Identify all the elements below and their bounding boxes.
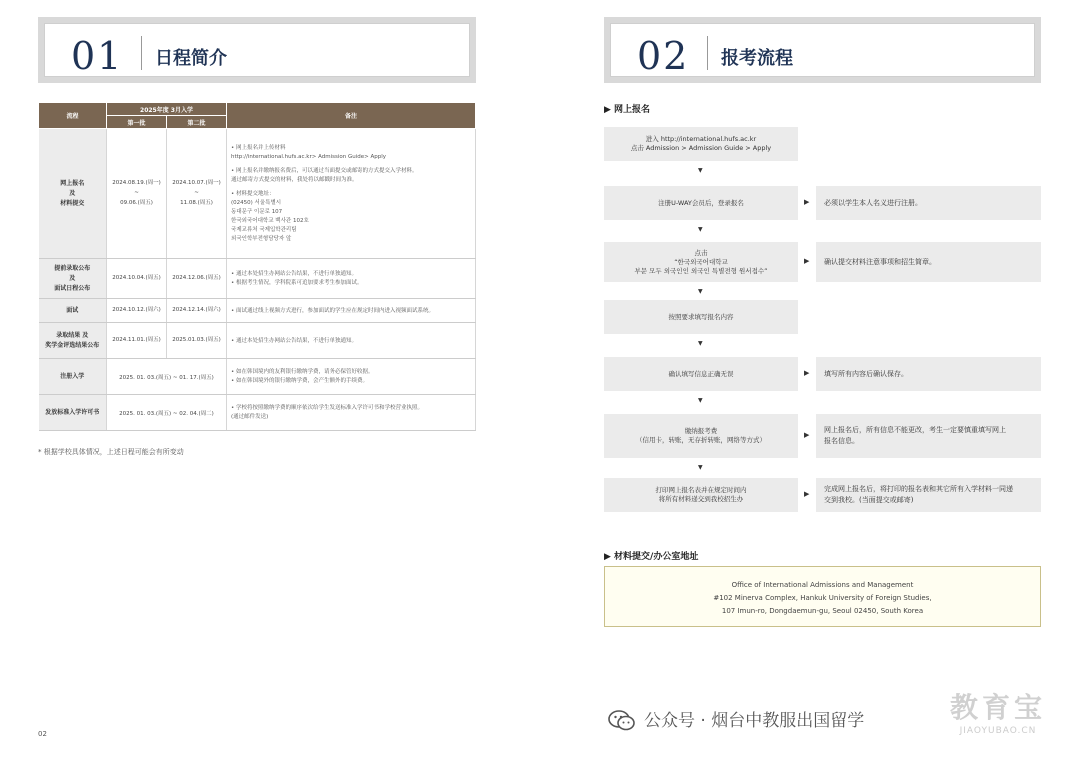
step-cell-line: 录取结果 及 [56,332,89,339]
col-step: 流程 [39,103,107,129]
flow-step-line: 부문 모두 외국인인 외국인 특별전형 원서접수” [634,266,768,275]
flow-step [604,478,798,512]
note-cell-line: • 面试通过线上视频方式进行，参加面试的学生应在规定时间内进入视频面试系统。 [231,307,434,314]
batch2-date-cell-line: 2024.12.14.(周六) [172,307,221,313]
down-arrow-icon: ▼ [698,226,703,233]
batch2-date-cell [167,299,227,323]
step-cell [39,299,107,323]
right-arrow-icon: ▶ [804,490,810,498]
flow-step-line: 按照要求填写报名内容 [668,312,734,321]
flow-step-line: 进入 http://international.hufs.ac.kr [645,135,757,143]
step-cell [39,259,107,299]
batch1-date-cell-line: 2024.11.01.(周五) [112,337,161,343]
batch2-date-cell-line: 2024.10.07.(周一) [172,180,221,186]
batch2-date-cell [167,323,227,359]
flow-step-line: “한국외국어대학교 [674,257,728,266]
batch1-date-cell-line: 2024.10.04.(周五) [112,275,161,281]
flow-step-line: 注册U-WAY会员后，登录报名 [658,198,744,207]
note-cell [227,129,476,259]
right-arrow-icon: ▶ [804,369,810,377]
note-cell-line: 동대문구 이문로 107 [231,209,283,215]
flow-step-line: 打印网上报名表并在规定时间内 [655,486,747,494]
side-note-line: 完成网上报名后，将打印的报名表和其它所有入学材料一同递 [824,485,1013,493]
note-cell-line: (02450) 서울특별시 [231,200,282,206]
step-cell [39,359,107,395]
header-panel [610,23,1035,77]
flow-step-line: 缴纳报考费 [684,427,718,435]
flow-step [604,242,798,282]
step-cell-line: 及 [69,190,76,197]
down-arrow-icon: ▼ [698,340,703,347]
step-cell-line: 注册入学 [60,373,85,380]
side-note-line: 必须以学生本人名义进行注册。 [824,198,922,207]
side-note-line: 确认提交材料注意事项和招生简章。 [824,257,936,266]
batch1-date-cell-line: 09.06.(周五) [120,200,153,206]
flow-step-line: 确认填写信息正确无误 [668,369,734,378]
right-arrow-icon: ▶ [804,431,810,439]
side-note-line: 网上报名后，所有信息不能更改，考生一定要慎重填写网上 [824,426,1006,434]
logo-text: 教育宝 [949,691,1046,724]
address-box [604,566,1041,627]
table-row [39,299,476,323]
note-cell [227,359,476,395]
note-cell-line: • 如在韩国境外的银行缴纳学费，会产生额外的手续费。 [231,378,368,384]
step-cell-line: 奖学金评选结果公布 [45,342,100,349]
batch1-date-cell [107,129,167,259]
address-line: #102 Minerva Complex, Hankuk University of Foreign Studies, [713,594,932,602]
page-number: 02 [38,730,47,738]
note-cell-line [231,185,471,189]
note-cell-line: • 通过本处招生办网站公告结果，不进行单独通知。 [231,271,357,277]
online-application-heading: ▶ 网上报名 [604,105,651,115]
step-cell [39,129,107,259]
flow-step [604,414,798,458]
step-cell-line: 面试 [66,307,79,314]
process-header [604,17,1041,83]
section-number: 02 [637,34,690,78]
batch1-date-cell-line: 2024.08.19.(周一) [112,180,161,186]
step-cell [39,323,107,359]
note-cell-line: • 网上报名并上传材料 [231,145,286,151]
table-row [39,395,476,431]
wechat-watermark [608,706,864,732]
table-row [39,129,476,259]
step-cell [39,395,107,431]
flow-side-note [816,414,1041,458]
flow-step [604,357,798,391]
note-cell-line: • 网上报名并缴纳报名费后，可以通过当面提交或邮寄的方式提交入学材料。 [231,168,418,174]
section-title: 报考流程 [721,48,793,69]
note-cell [227,299,476,323]
step-cell-line: 面试日程公布 [54,285,91,292]
wechat-icon [608,710,636,732]
flow-step-line: 将所有材料递交到我校招生办 [658,495,744,503]
header-divider [141,36,142,70]
col-batch2: 第二批 [167,116,227,129]
note-cell-line: • 学校将按照缴纳学费的顺序依次给学生发送标准入学许可书和学校营业执照。 [231,405,423,411]
table-row [39,323,476,359]
batch2-date-cell [167,129,227,259]
section-title: 日程简介 [155,48,227,69]
header-divider [707,36,708,70]
right-arrow-icon: ▶ [804,198,810,206]
down-arrow-icon: ▼ [698,464,703,471]
col-note: 备注 [227,103,476,129]
note-cell-line: 국제교류처 국제입학관리팀 [231,227,297,233]
step-cell-line: 提前录取公布 [54,265,91,272]
batch2-date-cell-line: 2025.01.03.(周五) [172,337,221,343]
batch1-date-cell-line: 2024.10.12.(周六) [112,307,161,313]
side-note-line: 报名信息。 [824,437,859,445]
flow-side-note [816,478,1041,512]
step-cell-line: 发放标准入学许可书 [45,409,100,416]
side-note-line: 填写所有内容后确认保存。 [824,369,908,378]
table-row [39,259,476,299]
note-cell-line: http://international.hufs.ac.kr> Admission Guide> Apply [231,154,387,160]
step-cell-line: 及 [69,275,76,282]
note-cell-line: 通过邮寄方式提交的材料，我处将以邮戳时间为准。 [231,177,358,183]
note-cell-line [231,162,471,166]
address-line: 107 Imun-ro, Dongdaemun-gu, Seoul 02450, South Korea [721,607,924,615]
logo-watermark [946,686,1050,736]
note-cell-line: • 材料提交地址： [231,191,275,197]
watermark-text: 公众号 · 烟台中教服出国留学 [644,711,865,731]
note-cell-line: • 通过本处招生办网站公告结果，不进行单独通知。 [231,337,357,344]
flow-side-note [816,357,1041,391]
header-panel [44,23,470,77]
batch2-date-cell [167,259,227,299]
side-note-line: 交到我校。(当面提交或邮寄) [824,496,914,504]
batch2-date-cell-line: 11.08.(周五) [180,200,213,206]
note-cell-line: 한국외국어대학교 백사관 102호 [231,218,309,224]
section-number: 01 [71,34,124,78]
note-cell [227,323,476,359]
logo-domain: JIAOYUBAO.CN [959,726,1037,736]
step-cell-line: 材料提交 [60,200,85,207]
date-range-cell: 2025. 01. 03.(周五) ~ 02. 04.(周二) [107,395,227,431]
note-cell-line: • 根据考生情况，学科院系可追加要求考生参加面试。 [231,280,363,286]
down-arrow-icon: ▼ [698,167,703,174]
batch1-date-cell-line: ~ [134,190,139,196]
batch2-date-cell-line: ~ [194,190,199,196]
footnote: * 根据学校具体情况，上述日程可能会有所变动 [38,448,184,456]
note-cell-line: • 如在韩国境内的友利银行缴纳学费，请务必保管好收据。 [231,369,374,375]
batch1-date-cell [107,323,167,359]
schedule-table [38,102,476,431]
down-arrow-icon: ▼ [698,397,703,404]
right-arrow-icon: ▶ [804,257,810,265]
batch1-date-cell [107,259,167,299]
flow-step [604,186,798,220]
note-cell-line: 외국인학부전형담당자 앞 [231,236,292,242]
address-line: Office of International Admissions and Management [731,581,914,589]
note-cell [227,395,476,431]
step-cell-line: 网上报名 [60,180,85,187]
flow-step [604,127,798,161]
right-page [540,0,1080,764]
schedule-body [39,129,476,431]
flow-side-note [816,186,1041,220]
down-arrow-icon: ▼ [698,288,703,295]
note-cell-line: (通过邮件发送) [231,414,269,420]
date-range-cell: 2025. 01. 03.(周五) ~ 01. 17.(周五) [107,359,227,395]
flow-step-line: 点击 [694,248,708,257]
table-row [39,359,476,395]
address-heading: ▶ 材料提交/办公室地址 [604,552,699,562]
flow-step [604,300,798,334]
flow-side-note [816,242,1041,282]
col-batch1: 第一批 [107,116,167,129]
col-semester: 2025年度 3月入学 [107,103,227,116]
note-cell [227,259,476,299]
batch2-date-cell-line: 2024.12.06.(周五) [172,275,221,281]
flow-step-line: （信用卡，转账，无存折转账，网络等方式） [636,436,766,444]
batch1-date-cell [107,299,167,323]
flow-step-line: 点击 Admission > Admission Guide > Apply [630,144,772,152]
schedule-header [38,17,476,83]
